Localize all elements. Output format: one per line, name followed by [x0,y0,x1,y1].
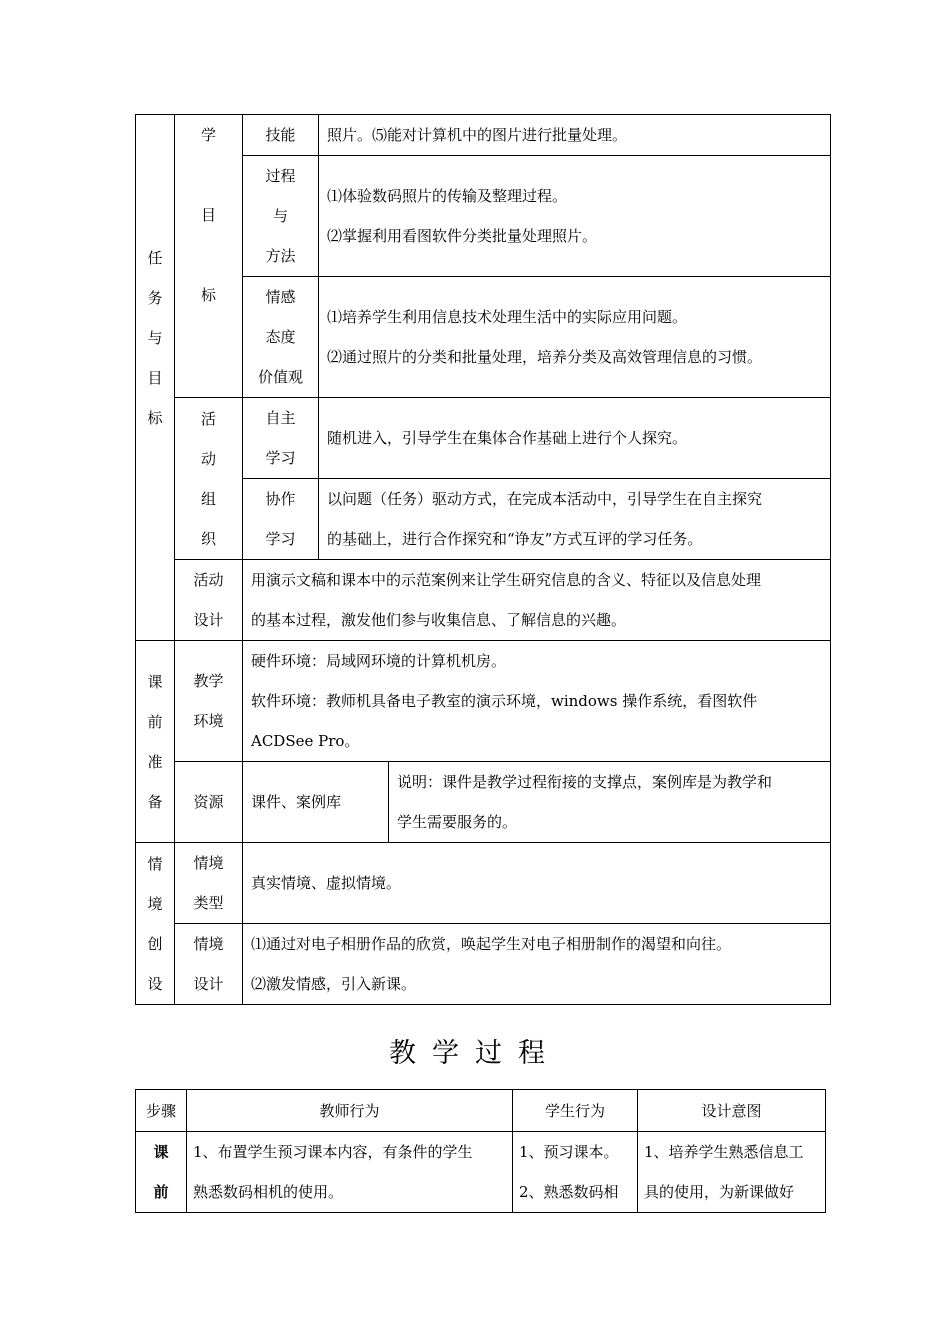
self-study-text: 随机进入，引导学生在集体合作基础上进行个人探究。 [319,398,831,479]
resources-text: 课件、案例库 [243,762,389,843]
activity-design-text: 用演示文稿和课本中的示范案例来让学生研究信息的含义、特征以及信息处理 的基本过程，激发他们参与收集信息、了解信息的兴趣。 [243,560,831,641]
header-teacher-behavior: 教师行为 [187,1090,513,1132]
scene-type-text: 真实情境、虚拟情境。 [243,843,831,924]
teaching-environment-text: 硬件环境：局域网环境的计算机机房。 软件环境：教师机具备电子教室的演示环境，windows 操作系统，看图软件 ACDSee Pro。 [243,641,831,762]
skill-label: 技能 [243,115,319,156]
step-cell: 课 前 [136,1132,187,1213]
preparation-label: 课 前 准 备 [136,641,175,843]
activity-organization-label: 活 动 组 织 [175,398,243,560]
teaching-process-table [135,1089,826,1213]
teacher-behavior-cell: 1、布置学生预习课本内容，有条件的学生 熟悉数码相机的使用。 [187,1132,513,1213]
learning-goal-label: 学 目 标 [175,115,243,398]
student-behavior-cell: 1、预习课本。 2、熟悉数码相 [513,1132,638,1213]
teaching-environment-label: 教学 环境 [175,641,243,762]
section-heading: 教学过程 [389,1038,561,1069]
process-method-label: 过程 与 方法 [243,156,319,277]
resources-note: 说明：课件是教学过程衔接的支撑点，案例库是为教学和 学生需要服务的。 [389,762,831,843]
self-study-label: 自主 学习 [243,398,319,479]
scene-creation-label: 情 境 创 设 [136,843,175,1005]
process-method-text: ⑴体验数码照片的传输及整理过程。 ⑵掌握利用看图软件分类批量处理照片。 [319,156,831,277]
scene-design-text: ⑴通过对电子相册作品的欣赏，唤起学生对电子相册制作的渴望和向往。 ⑵激发情感，引入新课。 [243,924,831,1005]
task-goal-label: 任 务 与 目 标 [136,115,175,641]
cooperative-study-text: 以问题（任务）驱动方式，在完成本活动中，引导学生在自主探究 的基础上，进行合作探究和“诤友”方式互评的学习任务。 [319,479,831,560]
emotion-attitude-text: ⑴培养学生利用信息技术处理生活中的实际应用问题。 ⑵通过照片的分类和批量处理，培养分类及高效管理信息的习惯。 [319,277,831,398]
skill-text: 照片。⑸能对计算机中的图片进行批量处理。 [319,115,831,156]
emotion-attitude-label: 情感 态度 价值观 [243,277,319,398]
activity-design-label: 活动 设计 [175,560,243,641]
cooperative-study-label: 协作 学习 [243,479,319,560]
design-intent-cell: 1、培养学生熟悉信息工 具的使用，为新课做好 [638,1132,826,1213]
scene-design-label: 情境 设计 [175,924,243,1005]
header-design-intent: 设计意图 [638,1090,826,1132]
table-row [136,1132,826,1213]
header-student-behavior: 学生行为 [513,1090,638,1132]
header-step: 步骤 [136,1090,187,1132]
resources-label: 资源 [175,762,243,843]
lesson-plan-table [135,114,831,1005]
scene-type-label: 情境 类型 [175,843,243,924]
